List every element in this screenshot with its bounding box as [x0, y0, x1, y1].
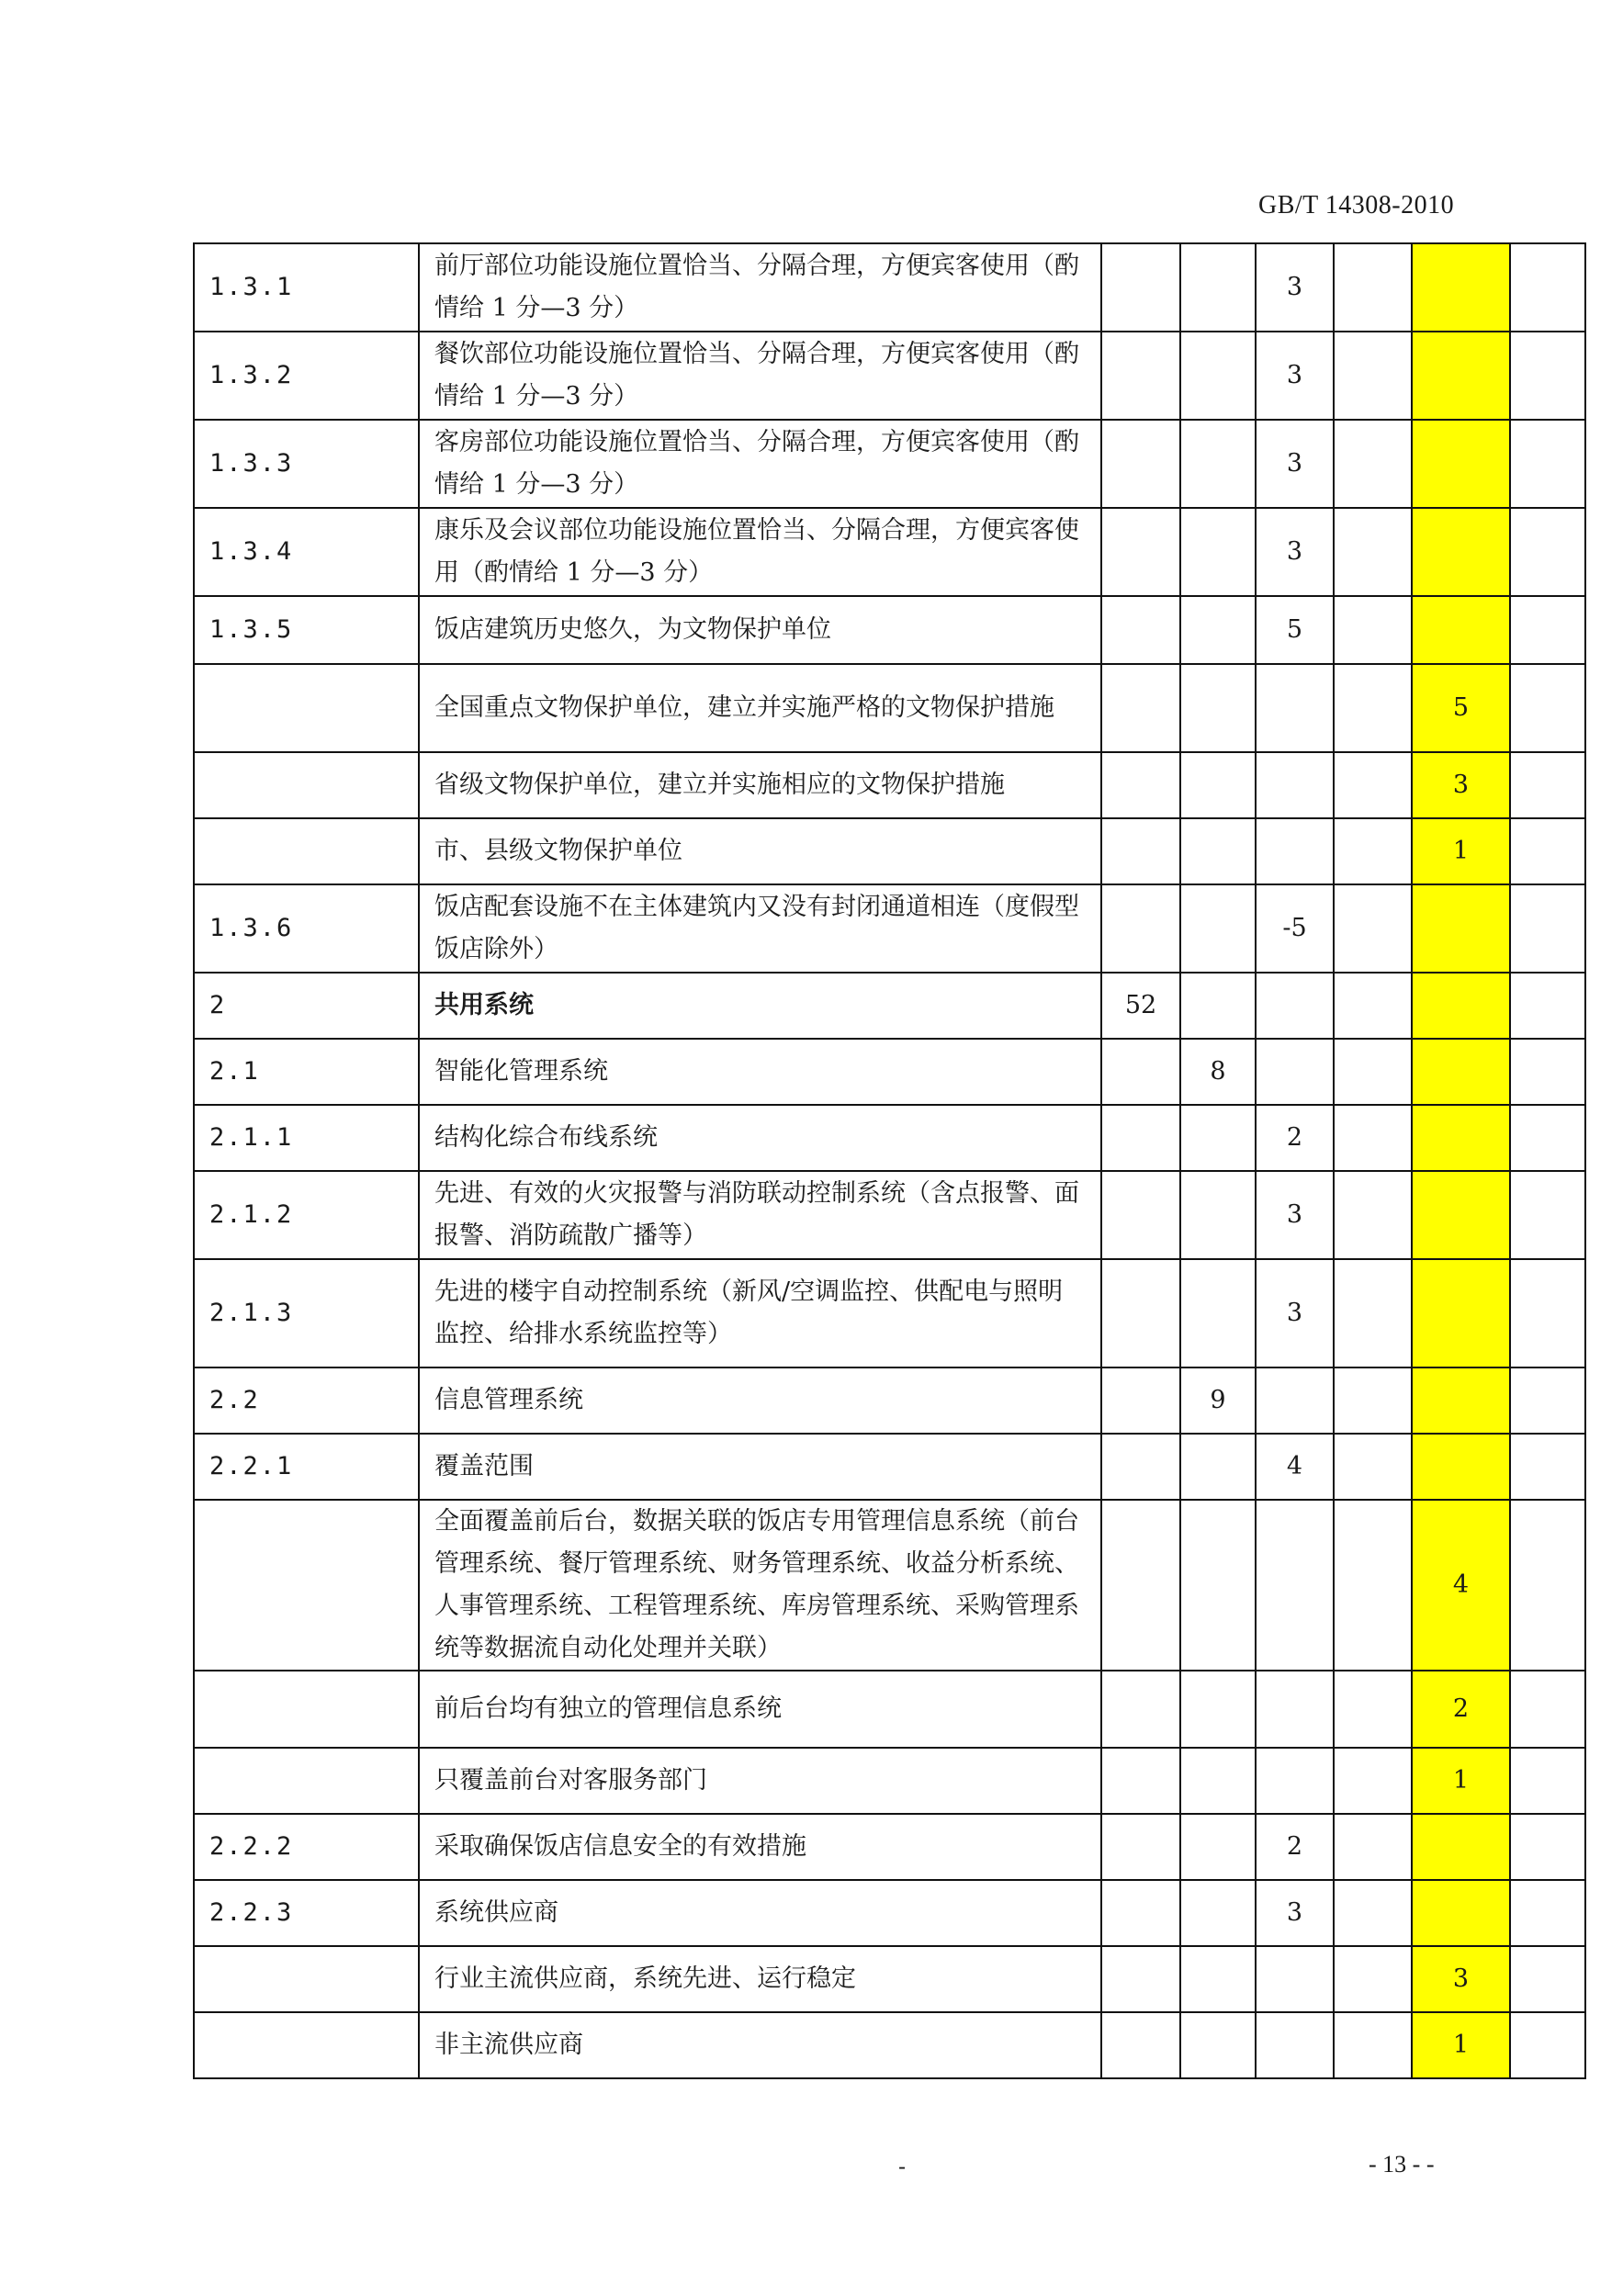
- item-number: [194, 1500, 419, 1671]
- item-number: 2.1: [194, 1039, 419, 1105]
- score-highlight: [1412, 1367, 1510, 1434]
- item-number: 2.1.1: [194, 1105, 419, 1171]
- score-col-6: [1510, 1946, 1585, 2012]
- score-col-2: [1180, 818, 1256, 884]
- score-col-1: [1101, 1171, 1180, 1259]
- score-col-3: [1256, 1748, 1334, 1814]
- item-number: 2.1.3: [194, 1259, 419, 1367]
- score-col-2: [1180, 664, 1256, 752]
- score-col-6: [1510, 1748, 1585, 1814]
- item-number: [194, 664, 419, 752]
- score-col-2: [1180, 1105, 1256, 1171]
- score-col-6: [1510, 1105, 1585, 1171]
- item-number: [194, 1671, 419, 1748]
- score-col-1: [1101, 596, 1180, 664]
- item-text: 信息管理系统: [419, 1367, 1101, 1434]
- score-col-3: [1256, 664, 1334, 752]
- table-row: [194, 973, 1585, 1039]
- item-number: 1.3.4: [194, 508, 419, 596]
- score-col-2: [1180, 1748, 1256, 1814]
- score-col-3: 4: [1256, 1434, 1334, 1500]
- score-col-2: [1180, 508, 1256, 596]
- score-highlight: [1412, 1434, 1510, 1500]
- item-text: 非主流供应商: [419, 2012, 1101, 2078]
- table-row: [194, 508, 1585, 596]
- score-col-4: [1334, 420, 1412, 508]
- score-highlight: 1: [1412, 818, 1510, 884]
- standard-code: GB/T 14308-2010: [1258, 191, 1455, 219]
- score-col-4: [1334, 1105, 1412, 1171]
- table-row: [194, 664, 1585, 752]
- score-col-3: [1256, 1671, 1334, 1748]
- score-col-3: [1256, 1039, 1334, 1105]
- score-col-6: [1510, 1171, 1585, 1259]
- score-highlight: [1412, 884, 1510, 973]
- item-number: [194, 752, 419, 818]
- score-col-6: [1510, 1434, 1585, 1500]
- score-col-6: [1510, 596, 1585, 664]
- score-col-3: [1256, 1946, 1334, 2012]
- score-highlight: [1412, 243, 1510, 332]
- item-text: 共用系统: [419, 973, 1101, 1039]
- item-text: 覆盖范围: [419, 1434, 1101, 1500]
- score-col-3: [1256, 2012, 1334, 2078]
- item-text: 省级文物保护单位，建立并实施相应的文物保护措施: [419, 752, 1101, 818]
- score-col-3: [1256, 1367, 1334, 1434]
- score-col-2: [1180, 1171, 1256, 1259]
- scoring-table: [193, 242, 1586, 2079]
- table-row: [194, 1367, 1585, 1434]
- score-col-4: [1334, 508, 1412, 596]
- score-highlight: 1: [1412, 2012, 1510, 2078]
- score-col-3: 3: [1256, 1171, 1334, 1259]
- item-number: 1.3.5: [194, 596, 419, 664]
- score-col-2: [1180, 1671, 1256, 1748]
- score-col-4: [1334, 1434, 1412, 1500]
- score-col-4: [1334, 973, 1412, 1039]
- table-row: [194, 2012, 1585, 2078]
- item-text: 饭店建筑历史悠久，为文物保护单位: [419, 596, 1101, 664]
- item-text: 采取确保饭店信息安全的有效措施: [419, 1814, 1101, 1880]
- item-text: 全国重点文物保护单位，建立并实施严格的文物保护措施: [419, 664, 1101, 752]
- score-col-6: [1510, 884, 1585, 973]
- table-row: [194, 1434, 1585, 1500]
- item-text: 先进、有效的火灾报警与消防联动控制系统（含点报警、面报警、消防疏散广播等）: [419, 1171, 1101, 1259]
- score-col-3: [1256, 752, 1334, 818]
- score-col-4: [1334, 884, 1412, 973]
- item-text: 全面覆盖前后台，数据关联的饭店专用管理信息系统（前台管理系统、餐厅管理系统、财务管理系统、收益分析系统、人事管理系统、工程管理系统、库房管理系统、采购管理系统等数据流自动化处理并关联）: [419, 1500, 1101, 1671]
- score-col-3: 2: [1256, 1105, 1334, 1171]
- score-col-4: [1334, 1814, 1412, 1880]
- item-number: 1.3.2: [194, 332, 419, 420]
- item-number: 2.2.2: [194, 1814, 419, 1880]
- score-col-3: [1256, 973, 1334, 1039]
- item-number: 2.2: [194, 1367, 419, 1434]
- table-row: [194, 1105, 1585, 1171]
- table-row: [194, 596, 1585, 664]
- item-text: 只覆盖前台对客服务部门: [419, 1748, 1101, 1814]
- item-number: 2.1.2: [194, 1171, 419, 1259]
- score-col-2: [1180, 1814, 1256, 1880]
- score-col-6: [1510, 1039, 1585, 1105]
- score-col-1: [1101, 1105, 1180, 1171]
- score-col-1: [1101, 420, 1180, 508]
- score-col-2: [1180, 1946, 1256, 2012]
- score-col-4: [1334, 1671, 1412, 1748]
- score-col-4: [1334, 1367, 1412, 1434]
- score-col-2: [1180, 243, 1256, 332]
- score-col-3: [1256, 1500, 1334, 1671]
- score-col-1: [1101, 332, 1180, 420]
- score-col-1: [1101, 1814, 1180, 1880]
- item-text: 智能化管理系统: [419, 1039, 1101, 1105]
- score-col-2: [1180, 1880, 1256, 1946]
- score-col-4: [1334, 1946, 1412, 2012]
- table-row: [194, 1814, 1585, 1880]
- item-number: [194, 1946, 419, 2012]
- score-col-3: 3: [1256, 1259, 1334, 1367]
- score-col-2: [1180, 2012, 1256, 2078]
- item-text: 行业主流供应商，系统先进、运行稳定: [419, 1946, 1101, 2012]
- score-col-2: [1180, 420, 1256, 508]
- score-highlight: [1412, 596, 1510, 664]
- table-row: [194, 1259, 1585, 1367]
- page-number: - 13 - -: [1369, 2151, 1435, 2178]
- item-number: [194, 1748, 419, 1814]
- score-highlight: [1412, 1171, 1510, 1259]
- score-col-4: [1334, 818, 1412, 884]
- table-row: [194, 420, 1585, 508]
- table-row: [194, 818, 1585, 884]
- score-highlight: [1412, 420, 1510, 508]
- table-row: [194, 1946, 1585, 2012]
- item-text: 前后台均有独立的管理信息系统: [419, 1671, 1101, 1748]
- score-col-1: [1101, 664, 1180, 752]
- score-col-1: [1101, 243, 1180, 332]
- score-col-2: [1180, 884, 1256, 973]
- item-text: 前厅部位功能设施位置恰当、分隔合理，方便宾客使用（酌情给 1 分—3 分）: [419, 243, 1101, 332]
- score-col-6: [1510, 1500, 1585, 1671]
- score-col-1: 52: [1101, 973, 1180, 1039]
- score-col-4: [1334, 664, 1412, 752]
- score-col-6: [1510, 752, 1585, 818]
- score-highlight: [1412, 1039, 1510, 1105]
- score-col-6: [1510, 1367, 1585, 1434]
- score-highlight: 4: [1412, 1500, 1510, 1671]
- score-col-6: [1510, 1880, 1585, 1946]
- score-col-6: [1510, 420, 1585, 508]
- score-col-1: [1101, 1946, 1180, 2012]
- score-col-3: 3: [1256, 243, 1334, 332]
- score-highlight: [1412, 1105, 1510, 1171]
- score-col-3: 2: [1256, 1814, 1334, 1880]
- score-col-2: [1180, 332, 1256, 420]
- score-col-2: [1180, 596, 1256, 664]
- item-text: 饭店配套设施不在主体建筑内又没有封闭通道相连（度假型饭店除外）: [419, 884, 1101, 973]
- item-number: 1.3.6: [194, 884, 419, 973]
- score-col-4: [1334, 2012, 1412, 2078]
- score-highlight: [1412, 1259, 1510, 1367]
- score-col-4: [1334, 1500, 1412, 1671]
- score-col-4: [1334, 332, 1412, 420]
- score-highlight: [1412, 1880, 1510, 1946]
- score-col-1: [1101, 1259, 1180, 1367]
- score-col-2: [1180, 973, 1256, 1039]
- score-highlight: 2: [1412, 1671, 1510, 1748]
- score-col-4: [1334, 1748, 1412, 1814]
- score-highlight: [1412, 973, 1510, 1039]
- item-text: 系统供应商: [419, 1880, 1101, 1946]
- score-highlight: 3: [1412, 752, 1510, 818]
- table-row: [194, 1039, 1585, 1105]
- item-text: 餐饮部位功能设施位置恰当、分隔合理，方便宾客使用（酌情给 1 分—3 分）: [419, 332, 1101, 420]
- score-col-6: [1510, 818, 1585, 884]
- item-number: 1.3.1: [194, 243, 419, 332]
- score-col-3: -5: [1256, 884, 1334, 973]
- item-text: 市、县级文物保护单位: [419, 818, 1101, 884]
- score-col-6: [1510, 332, 1585, 420]
- score-col-3: [1256, 818, 1334, 884]
- score-col-2: [1180, 1259, 1256, 1367]
- score-col-1: [1101, 752, 1180, 818]
- score-highlight: [1412, 508, 1510, 596]
- score-col-1: [1101, 508, 1180, 596]
- score-col-6: [1510, 508, 1585, 596]
- score-highlight: 5: [1412, 664, 1510, 752]
- table-body: [194, 243, 1585, 2078]
- score-col-6: [1510, 973, 1585, 1039]
- score-col-6: [1510, 243, 1585, 332]
- item-text: 客房部位功能设施位置恰当、分隔合理，方便宾客使用（酌情给 1 分—3 分）: [419, 420, 1101, 508]
- table-row: [194, 1748, 1585, 1814]
- score-col-1: [1101, 818, 1180, 884]
- score-col-1: [1101, 1671, 1180, 1748]
- score-col-2: [1180, 1434, 1256, 1500]
- footer-dash: -: [898, 2154, 907, 2179]
- score-col-2: 9: [1180, 1367, 1256, 1434]
- score-col-6: [1510, 1671, 1585, 1748]
- score-col-1: [1101, 884, 1180, 973]
- score-col-6: [1510, 1814, 1585, 1880]
- score-col-1: [1101, 2012, 1180, 2078]
- score-col-3: 3: [1256, 332, 1334, 420]
- score-col-3: 5: [1256, 596, 1334, 664]
- score-col-4: [1334, 1880, 1412, 1946]
- score-highlight: 3: [1412, 1946, 1510, 2012]
- item-number: 2.2.1: [194, 1434, 419, 1500]
- score-col-1: [1101, 1367, 1180, 1434]
- item-text: 先进的楼宇自动控制系统（新风/空调监控、供配电与照明监控、给排水系统监控等）: [419, 1259, 1101, 1367]
- score-col-4: [1334, 1039, 1412, 1105]
- table-row: [194, 1500, 1585, 1671]
- item-text: 结构化综合布线系统: [419, 1105, 1101, 1171]
- item-number: [194, 2012, 419, 2078]
- score-highlight: [1412, 1814, 1510, 1880]
- item-number: 2.2.3: [194, 1880, 419, 1946]
- score-col-4: [1334, 243, 1412, 332]
- score-col-4: [1334, 1171, 1412, 1259]
- score-col-1: [1101, 1434, 1180, 1500]
- table-row: [194, 243, 1585, 332]
- score-col-4: [1334, 1259, 1412, 1367]
- table-row: [194, 332, 1585, 420]
- score-col-3: 3: [1256, 420, 1334, 508]
- score-col-1: [1101, 1880, 1180, 1946]
- table-row: [194, 1171, 1585, 1259]
- score-highlight: 1: [1412, 1748, 1510, 1814]
- score-col-6: [1510, 1259, 1585, 1367]
- table-row: [194, 884, 1585, 973]
- score-col-1: [1101, 1039, 1180, 1105]
- item-text: 康乐及会议部位功能设施位置恰当、分隔合理，方便宾客使用（酌情给 1 分—3 分）: [419, 508, 1101, 596]
- score-highlight: [1412, 332, 1510, 420]
- score-col-4: [1334, 752, 1412, 818]
- item-number: 2: [194, 973, 419, 1039]
- score-col-2: 8: [1180, 1039, 1256, 1105]
- score-col-2: [1180, 1500, 1256, 1671]
- score-col-1: [1101, 1500, 1180, 1671]
- score-col-6: [1510, 664, 1585, 752]
- table-row: [194, 752, 1585, 818]
- score-col-6: [1510, 2012, 1585, 2078]
- item-number: [194, 818, 419, 884]
- table-row: [194, 1671, 1585, 1748]
- score-col-3: 3: [1256, 1880, 1334, 1946]
- score-col-1: [1101, 1748, 1180, 1814]
- score-col-4: [1334, 596, 1412, 664]
- score-col-2: [1180, 752, 1256, 818]
- score-col-3: 3: [1256, 508, 1334, 596]
- table-row: [194, 1880, 1585, 1946]
- item-number: 1.3.3: [194, 420, 419, 508]
